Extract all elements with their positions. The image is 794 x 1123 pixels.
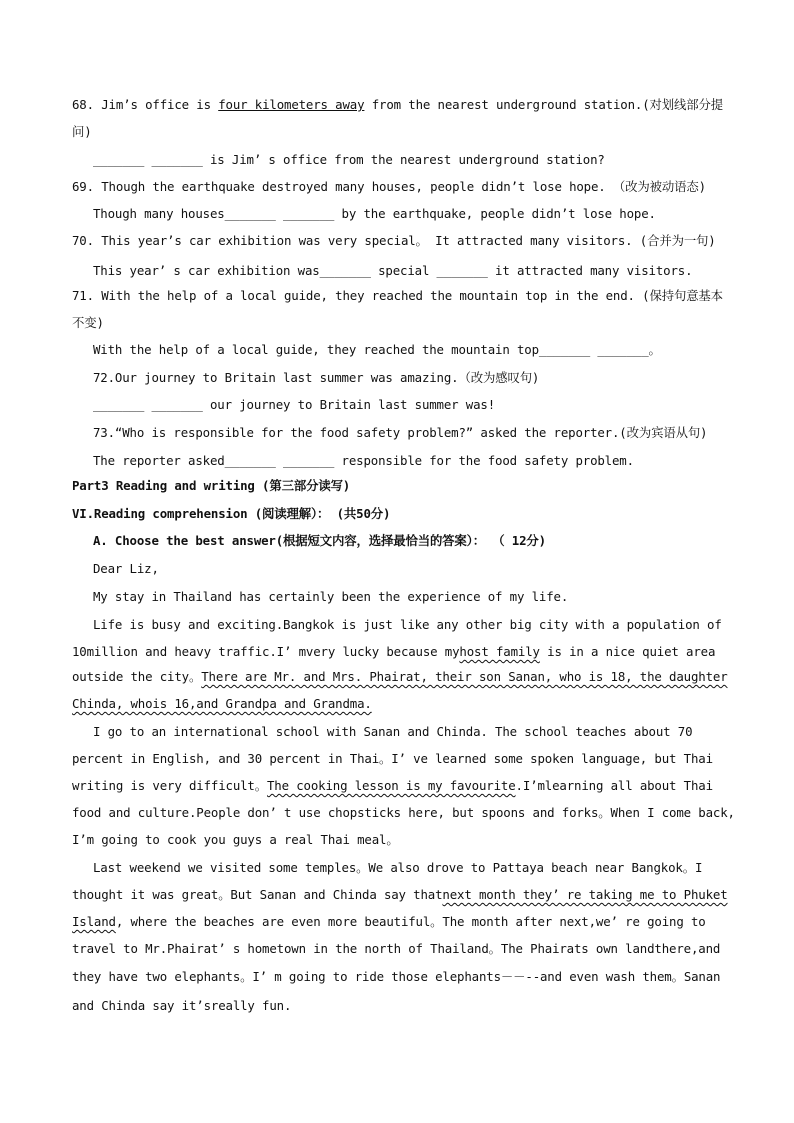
question-70: 70. This year’s car exhibition was very special。 It attracted many visitors. (合并为一句) (72, 233, 716, 248)
answer-line-71: With the help of a local guide, they reached the mountain top_______ _______。 (93, 342, 661, 357)
letter-paragraph-3-line-5: I’m going to cook you guys a real Thai meal。 (72, 832, 399, 847)
answer-line-73: The reporter asked_______ _______ responsible for the food safety problem. (93, 453, 634, 468)
question-71: 71. With the help of a local guide, they reached the mountain top in the end. (保持句意基本 (72, 288, 723, 303)
section-a-heading: A. Choose the best answer(根据短文内容，选择最恰当的答案）： （ 12分) (93, 533, 546, 548)
question-71-continued: 不变) (72, 315, 104, 330)
letter-paragraph-3-line-1: I go to an international school with Sanan and Chinda. The school teaches about 70 (93, 724, 693, 739)
underlined-phrase: four kilometers away (218, 97, 365, 112)
answer-line-69: Though many houses_______ _______ by the earthquake, people didn’t lose hope. (93, 206, 656, 221)
letter-paragraph-1: My stay in Thailand has certainly been the experience of my life. (93, 589, 569, 604)
letter-paragraph-2-line-3: outside the city。There are Mr. and Mrs. Phairat, their son Sanan, who is 18, the daughter (72, 669, 728, 684)
question-69: 69. Though the earthquake destroyed many houses, people didn’t lose hope. （改为被动语态) (72, 179, 706, 194)
wavy-underlined-phrase: host family (459, 644, 540, 659)
wavy-underlined-phrase: Chinda, whois 16,and Grandpa and Grandma. (72, 696, 372, 711)
wavy-underlined-phrase: next month they’ re taking me to Phuket (442, 887, 728, 902)
letter-paragraph-4-line-4: travel to Mr.Phairat’ s hometown in the north of Thailand。The Phairats own landthere,and (72, 941, 721, 956)
letter-paragraph-3-line-4: food and culture.People don’ t use chopsticks here, but spoons and forks。When I come back, (72, 805, 735, 820)
question-number: 68. (72, 97, 94, 112)
letter-greeting: Dear Liz, (93, 561, 159, 576)
part3-heading: Part3 Reading and writing (第三部分读写) (72, 478, 351, 493)
answer-line-68: _______ _______ is Jim’ s office from the nearest underground station? (93, 152, 605, 167)
letter-paragraph-4-line-3: Island, where the beaches are even more beautiful。The month after next,we’ re going to (72, 914, 706, 929)
wavy-underlined-phrase: The cooking lesson is my favourite (267, 778, 516, 793)
letter-paragraph-4-line-5: they have two elephants。I’ m going to ride those elephants－－--and even wash them。Sanan (72, 969, 721, 984)
letter-paragraph-3-line-3: writing is very difficult。The cooking lesson is my favourite.I’mlearning all about Thai (72, 778, 713, 793)
question-68-continued: 问) (72, 124, 92, 139)
answer-line-72: _______ _______ our journey to Britain last summer was! (93, 397, 496, 412)
answer-line-70: This year’ s car exhibition was_______ special _______ it attracted many visitors. (93, 263, 693, 278)
letter-paragraph-2-line-1: Life is busy and exciting.Bangkok is just like any other big city with a population of (93, 617, 722, 632)
question-72: 72.Our journey to Britain last summer was amazing.（改为感叹句) (93, 370, 540, 385)
question-68: 68. Jim’s office is four kilometers away from the nearest underground station.(对划线部分提 (72, 97, 723, 112)
letter-paragraph-2-line-2: 10million and heavy traffic.I’ mvery lucky because myhost family is in a nice quiet area (72, 644, 716, 659)
wavy-underlined-phrase: Island (72, 914, 116, 929)
letter-paragraph-3-line-2: percent in English, and 30 percent in Thai。I’ ve learned some spoken language, but Thai (72, 751, 713, 766)
wavy-underlined-phrase: There are Mr. and Mrs. Phairat, their son Sanan, who is 18, the daughter (201, 669, 728, 684)
letter-paragraph-4-line-6: and Chinda say it’sreally fun. (72, 998, 292, 1013)
letter-paragraph-4-line-2: thought it was great。But Sanan and Chinda say thatnext month they’ re taking me to Phuket (72, 887, 728, 902)
section-vi-heading: VI.Reading comprehension (阅读理解）： (共50分) (72, 506, 391, 521)
question-73: 73.“Who is responsible for the food safety problem?” asked the reporter.(改为宾语从句) (93, 425, 708, 440)
letter-paragraph-2-line-4 (72, 696, 372, 712)
letter-paragraph-4-line-1: Last weekend we visited some temples。We also drove to Pattaya beach near Bangkok。I (93, 860, 703, 875)
